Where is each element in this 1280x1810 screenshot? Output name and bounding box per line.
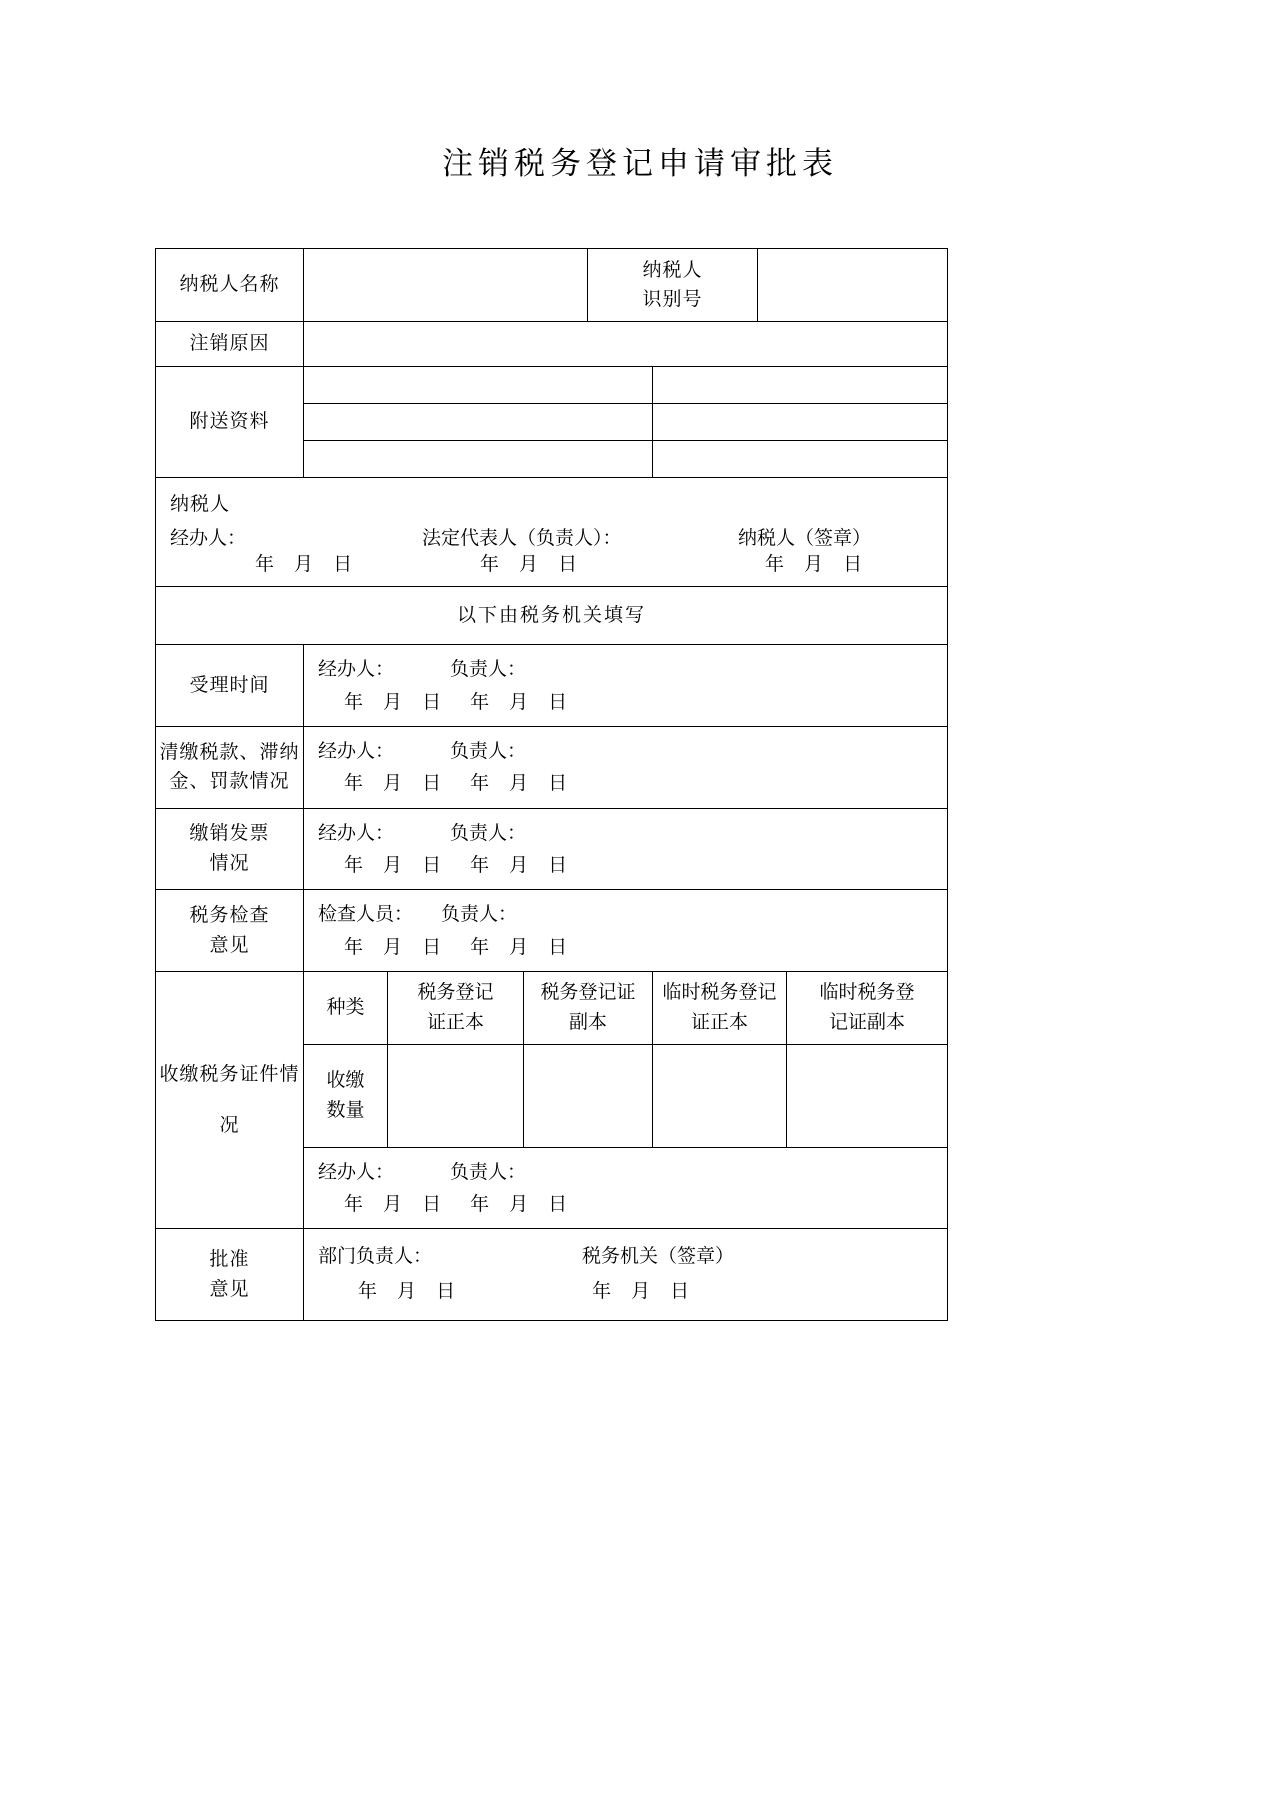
tax-settlement-cell (304, 727, 948, 809)
tax-inspection-person-label: 检查人员： (318, 903, 414, 926)
invoice-cancellation-dates (318, 849, 947, 881)
certificate-dates (318, 1188, 947, 1220)
acceptance-date-right[interactable]: 年 月 日 (470, 690, 575, 713)
table-row-tax-inspection (156, 890, 948, 972)
certificate-qty-input-3[interactable] (653, 1044, 787, 1147)
certificate-manager-label: 负责人： (450, 1160, 527, 1183)
approval-label-line1: 批准 (209, 1248, 250, 1271)
certificate-person-label: 经办人： (318, 1160, 395, 1183)
certificate-col-header-4-line1: 临时税务登 (819, 981, 915, 1004)
certificate-quantity-label-line1: 收缴 (326, 1069, 365, 1092)
acceptance-date-left[interactable]: 年 月 日 (344, 690, 449, 713)
certificate-quantity-label-line2: 数量 (326, 1098, 365, 1121)
approval-date-left[interactable]: 年 月 日 (358, 1279, 463, 1302)
taxpayer-date[interactable]: 年 月 日 (765, 552, 870, 575)
invoice-cancellation-label-line1: 缴销发票 (189, 822, 270, 845)
invoice-cancellation-body (304, 809, 947, 890)
invoice-cancellation-label (156, 808, 304, 890)
invoice-cancellation-date-right[interactable]: 年 月 日 (470, 853, 575, 876)
certificate-signature-cell (304, 1147, 948, 1229)
certificate-section-label-line2: 况 (219, 1114, 240, 1137)
tax-settlement-date-left[interactable]: 年 月 日 (344, 772, 449, 795)
dept-head-label: 部门负责人： (318, 1245, 433, 1268)
certificate-quantity-label (304, 1044, 388, 1147)
certificate-col-header-1-line2: 证正本 (426, 1010, 484, 1033)
tax-settlement-date-right[interactable]: 年 月 日 (470, 772, 575, 795)
certificate-col-header-3-line2: 证正本 (691, 1010, 749, 1033)
invoice-cancellation-cell (304, 808, 948, 890)
certificate-signature-body (304, 1148, 947, 1229)
table-row-attachment-1 (156, 367, 948, 404)
acceptance-manager-label: 负责人： (450, 658, 527, 681)
tax-settlement-person-label: 经办人： (318, 740, 395, 763)
table-row-tax-settlement (156, 727, 948, 809)
certificate-col-header-1 (388, 971, 524, 1044)
tax-settlement-manager-label: 负责人： (450, 740, 527, 763)
certificate-date-right[interactable]: 年 月 日 (470, 1193, 575, 1216)
cancel-reason-input[interactable] (304, 322, 948, 367)
taxpayer-signature-block (156, 478, 947, 585)
taxpayer-signature-roles (170, 522, 933, 548)
tax-settlement-dates (318, 767, 947, 799)
tax-inspection-cell (304, 890, 948, 972)
certificate-col-header-4 (787, 971, 948, 1044)
taxpayer-id-label (588, 249, 758, 322)
acceptance-dates (318, 686, 947, 718)
certificate-type-header: 种类 (304, 971, 388, 1044)
approval-dates (318, 1274, 947, 1308)
tax-inspection-label (156, 890, 304, 972)
approval-date-right[interactable]: 年 月 日 (592, 1279, 697, 1302)
acceptance-roles (318, 653, 947, 685)
attachment-cell-right-2[interactable] (653, 404, 948, 441)
table-row-taxpayer-signature (156, 478, 948, 587)
taxpayer-signature-dates (170, 548, 933, 574)
certificate-col-header-1-line1: 税务登记 (417, 981, 494, 1004)
approval-roles (318, 1239, 947, 1273)
attachment-cell-left-3[interactable] (304, 441, 653, 478)
taxpayer-id-input[interactable] (758, 249, 948, 322)
legal-rep-label: 法定代表人（负责人）： (422, 526, 622, 549)
table-row-acceptance-time (156, 645, 948, 727)
attachment-cell-left-2[interactable] (304, 404, 653, 441)
legal-rep-date[interactable]: 年 月 日 (480, 552, 585, 575)
table-row-authority-notice (156, 587, 948, 645)
attachment-cell-right-3[interactable] (653, 441, 948, 478)
invoice-cancellation-label-line2: 情况 (209, 851, 250, 874)
approval-cell (304, 1229, 948, 1320)
certificate-col-header-4-line2: 记证副本 (829, 1010, 906, 1033)
attachment-cell-left-1[interactable] (304, 367, 653, 404)
certificate-col-header-3 (653, 971, 787, 1044)
authority-notice-text: 以下由税务机关填写 (457, 604, 647, 626)
table-row-invoice-cancellation (156, 808, 948, 890)
taxpayer-name-input[interactable] (304, 249, 588, 322)
attachment-cell-right-1[interactable] (653, 367, 948, 404)
taxpayer-seal-label: 纳税人（签章） (738, 526, 872, 549)
tax-inspection-manager-label: 负责人： (441, 903, 518, 926)
certificate-qty-input-4[interactable] (787, 1044, 948, 1147)
certificate-col-header-2-line1: 税务登记证 (540, 981, 636, 1004)
taxpayer-id-label-line1: 纳税人 (642, 258, 703, 281)
certificate-col-header-2 (524, 971, 653, 1044)
certificate-date-left[interactable]: 年 月 日 (344, 1193, 449, 1216)
acceptance-person-label: 经办人： (318, 658, 395, 681)
invoice-cancellation-manager-label: 负责人： (450, 821, 527, 844)
tax-inspection-label-line1: 税务检查 (189, 904, 270, 927)
attachments-label: 附送资料 (156, 367, 304, 478)
tax-settlement-roles (318, 735, 947, 767)
tax-deregistration-form-table (155, 248, 948, 1321)
acceptance-time-body (304, 645, 947, 726)
certificate-col-header-3-line1: 临时税务登记 (662, 981, 777, 1004)
cancel-reason-label: 注销原因 (156, 322, 304, 367)
agent-label: 经办人： (170, 526, 247, 549)
tax-inspection-date-left[interactable]: 年 月 日 (344, 935, 449, 958)
authority-notice-cell (156, 587, 948, 645)
authority-seal-label: 税务机关（签章） (582, 1245, 735, 1268)
certificate-section-label (156, 971, 304, 1229)
certificate-qty-input-2[interactable] (524, 1044, 653, 1147)
invoice-cancellation-person-label: 经办人： (318, 821, 395, 844)
tax-settlement-label-line2: 金、罚款情况 (169, 770, 290, 793)
tax-inspection-date-right[interactable]: 年 月 日 (470, 935, 575, 958)
table-row-approval (156, 1229, 948, 1320)
table-row-taxpayer-identity (156, 249, 948, 322)
approval-label-line2: 意见 (209, 1277, 250, 1300)
certificate-signature-roles (318, 1156, 947, 1188)
approval-label (156, 1229, 304, 1320)
table-row-cancel-reason (156, 322, 948, 367)
tax-settlement-label-line1: 清缴税款、滞纳 (159, 740, 300, 763)
acceptance-time-label: 受理时间 (156, 645, 304, 727)
invoice-cancellation-roles (318, 817, 947, 849)
taxpayer-id-label-line2: 识别号 (642, 288, 703, 310)
certificate-col-header-2-line2: 副本 (568, 1010, 607, 1033)
tax-inspection-label-line2: 意见 (209, 933, 250, 956)
table-row-certificate-header (156, 971, 948, 1044)
tax-settlement-label (156, 727, 304, 809)
tax-inspection-roles (318, 898, 947, 930)
taxpayer-name-label: 纳税人名称 (156, 249, 304, 322)
page-title: 注销税务登记申请审批表 (442, 146, 838, 182)
taxpayer-block-title: 纳税人 (170, 493, 231, 516)
approval-body (304, 1229, 947, 1319)
agent-date[interactable]: 年 月 日 (255, 552, 360, 575)
invoice-cancellation-date-left[interactable]: 年 月 日 (344, 853, 449, 876)
acceptance-time-cell (304, 645, 948, 727)
tax-inspection-body (304, 890, 947, 971)
taxpayer-signature-cell (156, 478, 948, 587)
certificate-section-label-line1: 收缴税务证件情 (159, 1062, 300, 1085)
certificate-qty-input-1[interactable] (388, 1044, 524, 1147)
tax-inspection-dates (318, 931, 947, 963)
tax-settlement-body (304, 727, 947, 808)
